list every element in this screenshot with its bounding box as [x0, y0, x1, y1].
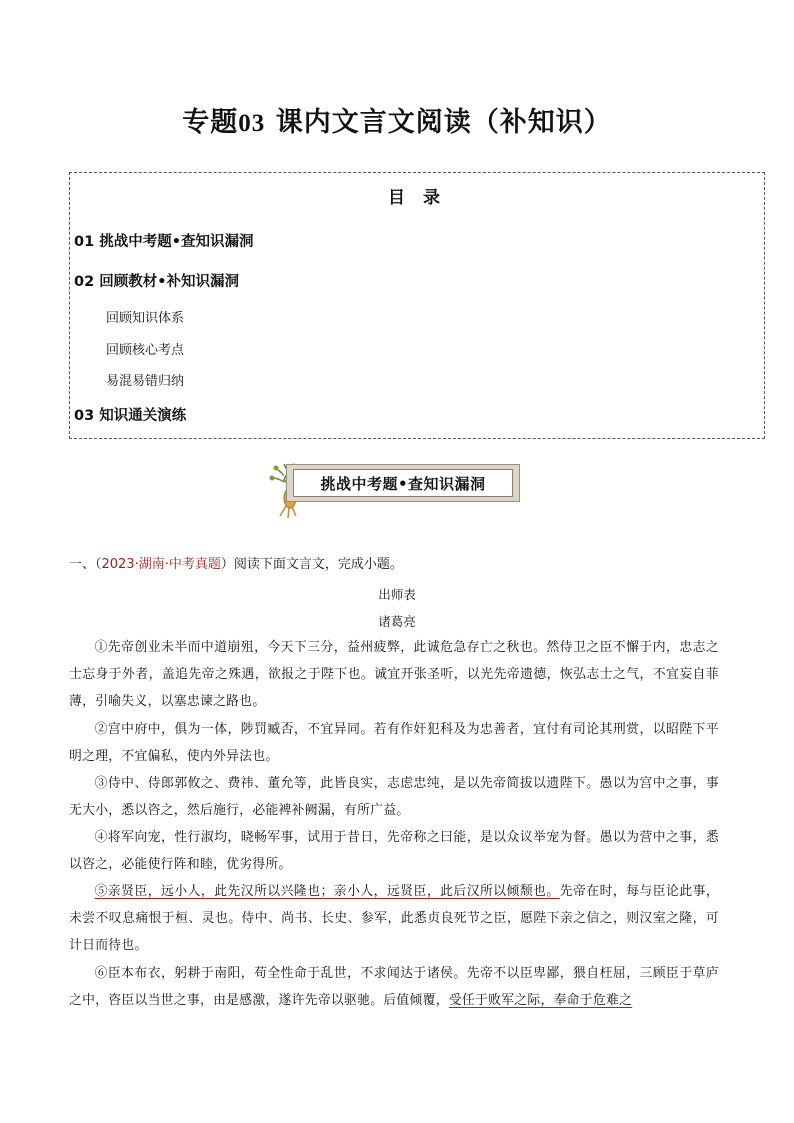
passage-title: 出师表 [378, 587, 416, 602]
question-intro: 一、（2023·湖南·中考真题）阅读下面文言文，完成小题。 [69, 557, 403, 572]
paragraph-5: ⑤亲贤臣，远小人，此先汉所以兴隆也；亲小人，远贤臣，此后汉所以倾颓也。先帝在时，每与臣论此事，未尝不叹息痛恨于桓、灵也。侍中、尚书、长史、参军，此悉贞良死节之臣，愿陛下亲之信之，则汉室之隆，可计日而待也。 [69, 884, 719, 953]
toc-item-review[interactable]: 02 回顾教材•补知识漏洞 [74, 274, 239, 290]
passage-author: 诸葛亮 [378, 614, 416, 629]
page-title: 专题03 课内文言文阅读（补知识） [182, 107, 612, 138]
toc-item-challenge[interactable]: 01 挑战中考题•查知识漏洞 [74, 234, 254, 250]
underlined-sentence-2: 受任于败军之际，奉命于危难之 [448, 993, 633, 1008]
paragraph-2: ②宫中府中，俱为一体，陟罚臧否，不宜异同。若有作奸犯科及为忠善者，宜付有司论其刑赏，以昭陛下平明之理，不宜偏私，使内外异法也。 [69, 722, 719, 764]
toc-subitem-knowledge-system[interactable]: 回顾知识体系 [106, 311, 185, 326]
paragraph-4: ④将军向宠，性行淑均，晓畅军事，试用于昔日，先帝称之曰能，是以众议举宠为督。愚以为营中之事，悉以咨之，必能使行阵和睦，优劣得所。 [69, 830, 719, 872]
paragraph-1: ①先帝创业未半而中道崩殂，今天下三分，益州疲弊，此诚危急存亡之秋也。然侍卫之臣不懈于内，忠志之士忘身于外者，盖追先帝之殊遇，欲报之于陛下也。诚宜开张圣听，以光先帝遗德，恢弘志士之气，不宜妄自菲薄，引喻失义，以塞忠谏之路也。 [69, 640, 719, 709]
table-of-contents [69, 172, 765, 439]
question-source: 2023·湖南·中考真题 [101, 557, 221, 572]
section-banner [266, 458, 526, 520]
paragraph-3: ③侍中、侍郎郭攸之、费祎、董允等，此皆良实，志虑忠纯，是以先帝简拔以遗陛下。愚以为宫中之事，事无大小，悉以咨之，然后施行，必能裨补阙漏，有所广益。 [69, 776, 719, 818]
paragraph-6: ⑥臣本布衣，躬耕于南阳，苟全性命于乱世，不求闻达于诸侯。先帝不以臣卑鄙，猥自枉屈，三顾臣于草庐之中，咨臣以当世之事，由是感激，遂许先帝以驱驰。后值倾覆，受任于败军之际，奉命于危难之 [69, 966, 719, 1008]
banner-label: 挑战中考题•查知识漏洞 [293, 469, 513, 497]
toc-subitem-core-points[interactable]: 回顾核心考点 [106, 343, 185, 358]
banner-frame [286, 464, 520, 502]
toc-heading: 目 录 [388, 188, 446, 208]
toc-item-practice[interactable]: 03 知识通关演练 [74, 408, 187, 424]
underlined-sentence-1: ⑤亲贤臣，远小人，此先汉所以兴隆也；亲小人，远贤臣，此后汉所以倾颓也。 [94, 884, 560, 899]
toc-subitem-common-errors[interactable]: 易混易错归纳 [106, 374, 185, 389]
